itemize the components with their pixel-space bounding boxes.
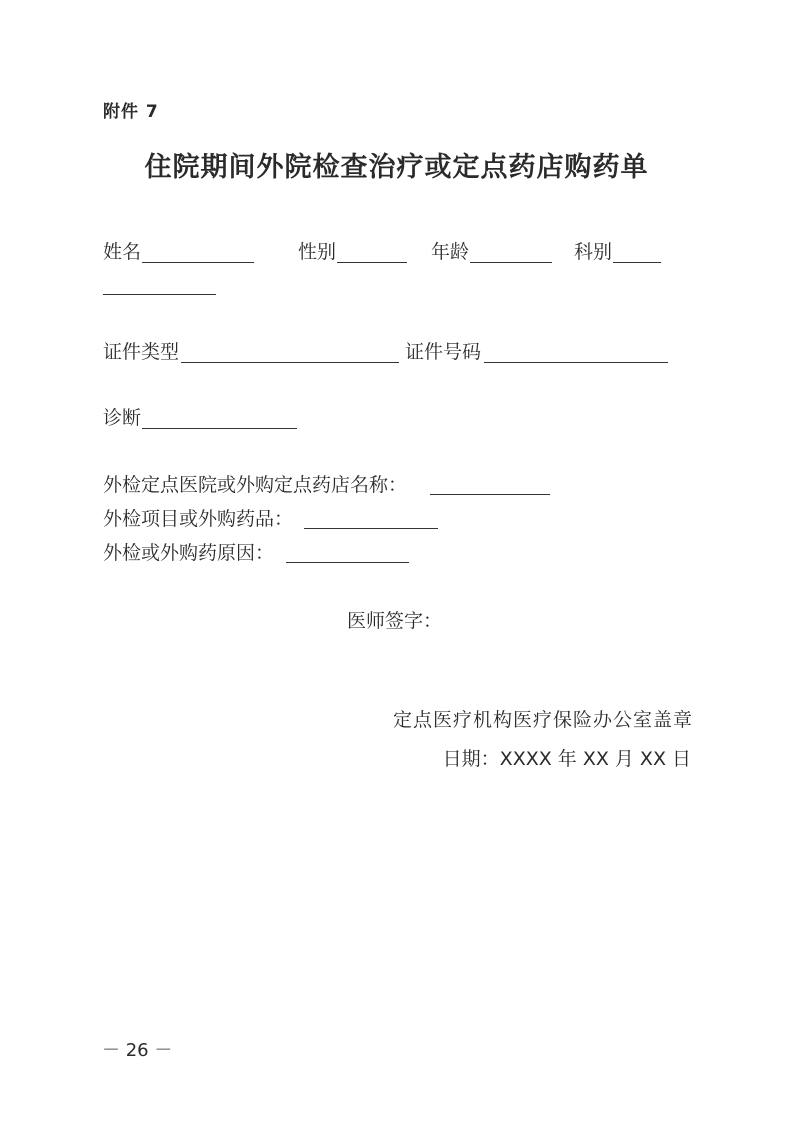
doctor-signature-label: 医师签字：: [347, 610, 443, 632]
id-number-field[interactable]: [484, 362, 668, 363]
age-label: 年龄: [431, 241, 470, 263]
page-number: － 26 －: [102, 1040, 173, 1061]
items-field[interactable]: [304, 528, 438, 529]
seal-label: 定点医疗机构医疗保险办公室盖章: [392, 709, 693, 731]
department-label: 科别: [574, 241, 613, 263]
department-field[interactable]: [613, 262, 661, 263]
gender-field[interactable]: [337, 262, 407, 263]
institution-field[interactable]: [430, 494, 550, 495]
diagnosis-label: 诊断: [103, 407, 142, 429]
date-label: 日期：XXXX 年 XX 月 XX 日: [442, 748, 691, 770]
age-field[interactable]: [470, 262, 552, 263]
institution-label: 外检定点医院或外购定点药店名称：: [103, 474, 408, 496]
attachment-label: 附件 7: [103, 102, 159, 122]
reason-field[interactable]: [286, 562, 409, 563]
department-field-continued[interactable]: [103, 294, 216, 295]
id-number-label: 证件号码: [405, 341, 482, 363]
gender-label: 性别: [298, 241, 337, 263]
id-type-label: 证件类型: [103, 341, 180, 363]
page-title: 住院期间外院检查治疗或定点药店购药单: [144, 152, 649, 183]
items-label: 外检项目或外购药品：: [103, 508, 294, 530]
diagnosis-field[interactable]: [142, 428, 297, 429]
name-label: 姓名: [103, 241, 142, 263]
reason-label: 外检或外购药原因：: [103, 542, 275, 564]
name-field[interactable]: [142, 262, 254, 263]
id-type-field[interactable]: [181, 362, 399, 363]
